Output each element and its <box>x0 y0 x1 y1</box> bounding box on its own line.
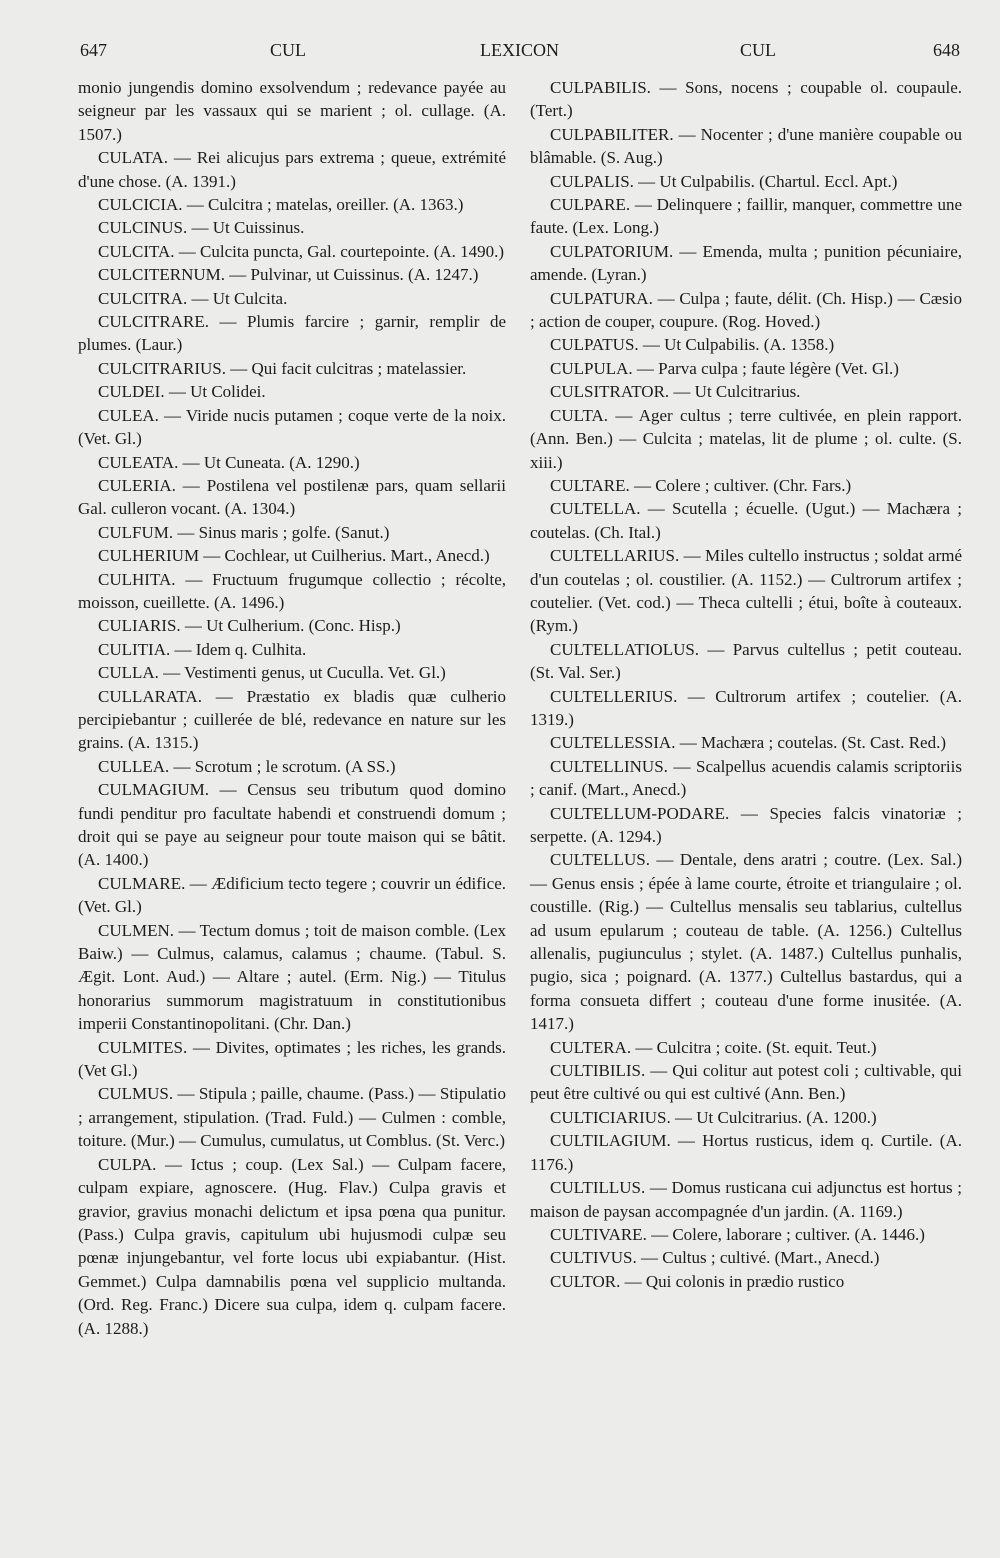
dictionary-entry: CULTIVARE. — Colere, laborare ; cultiver. (A. 1446.) <box>550 1224 925 1244</box>
dictionary-entry: CULFUM. — Sinus maris ; golfe. (Sanut.) <box>98 522 390 542</box>
dictionary-entry: CULPALIS. — Ut Culpabilis. (Chartul. Eccl. Apt.) <box>550 171 898 191</box>
dictionary-entry: CULDEI. — Ut Colidei. <box>98 382 266 402</box>
dictionary-entry: CULPA. — Ictus ; coup. (Lex Sal.) — Culpam facere, culpam expiare, agnoscere. (Hug. Flav.) Culpa gravis et gravior, gravius monachi delictum et ipsa pœna qua punitur. (Pass.) Culpa gravis, capitulum ubi hujusmodi culpæ seu pœnæ injungebantur, vel forte locus ubi expiabantur. (Hist. Gemmet.) Culpa damnabilis pœna vel supplicio multanda. (Ord. Reg. Franc.) Dicere sua culpa, idem q. culpam facere. (A. 1288.) <box>78 1154 506 1338</box>
dictionary-entry: CULTIBILIS. — Qui colitur aut potest coli ; cultivable, qui peut être cultivé ou qui est cultivé (Ann. Ben.) <box>530 1061 962 1104</box>
right-page-number: 648 <box>933 40 960 60</box>
dictionary-entry: CULCITRA. — Ut Culcita. <box>98 288 288 308</box>
dictionary-entry: CULTELLATIOLUS. — Parvus cultellus ; petit couteau. (St. Val. Ser.) <box>530 639 962 683</box>
dictionary-entry: CULPATUS. — Ut Culpabilis. (A. 1358.) <box>550 335 835 355</box>
dictionary-entry: CULTERA. — Culcitra ; coite. (St. equit. Teut.) <box>550 1037 877 1057</box>
dictionary-entry: CULITIA. — Idem q. Culhita. <box>98 639 307 659</box>
dictionary-entry: CULTELLUM-PODARE. — Species falcis vinatoriæ ; serpette. (A. 1294.) <box>530 803 962 846</box>
dictionary-entry: CULCICIA. — Culcitra ; matelas, oreiller. (A. 1363.) <box>98 195 464 215</box>
dictionary-entry: CULTIVUS. — Cultus ; cultivé. (Mart., Anecd.) <box>550 1248 880 1268</box>
dictionary-entry: CULCITERNUM. — Pulvinar, ut Cuissinus. (A. 1247.) <box>98 265 479 285</box>
dictionary-entry: CULPATORIUM. — Emenda, multa ; punition pécuniaire, amende. (Lyran.) <box>530 241 962 285</box>
dictionary-entry: CULMARE. — Ædificium tecto tegere ; couvrir un édifice. (Vet. Gl.) <box>78 873 506 917</box>
running-header <box>80 40 960 70</box>
dictionary-entry: CULPABILITER. — Nocenter ; d'une manière coupable ou blâmable. (S. Aug.) <box>530 124 962 168</box>
dictionary-entry: CULCINUS. — Ut Cuissinus. <box>98 218 305 238</box>
dictionary-entry: CULMEN. — Tectum domus ; toit de maison comble. (Lex Baiw.) — Culmus, calamus, calamus ; chaume. (Tabul. S. Ægit. Lont. Aud.) — Altare ; autel. (Erm. Nig.) — Titulus honorarius summorum magistratuum in constitutionibus imperii Constantinopolitani. (Chr. Dan.) <box>78 920 506 1034</box>
dictionary-entry: CULTILLUS. — Domus rusticana cui adjunctus est hortus ; maison de paysan accompagnée d'un jardin. (A. 1169.) <box>530 1178 962 1221</box>
left-column <box>78 76 506 1340</box>
left-running-word: CUL <box>270 40 306 60</box>
dictionary-entry: monio jungendis domino exsolvendum ; redevance payée au seigneur par les vassaux qui se marient ; ol. cullage. (A. 1507.) <box>78 78 506 144</box>
dictionary-entry: CULERIA. — Postilena vel postilenæ pars, quam sellarii Gal. culleron vocant. (A. 1304.) <box>78 475 506 519</box>
header-title: LEXICON <box>480 40 559 60</box>
dictionary-entry: CULCITA. — Culcita puncta, Gal. courtepointe. (A. 1490.) <box>98 241 505 261</box>
dictionary-entry: CULMUS. — Stipula ; paille, chaume. (Pass.) — Stipulatio ; arrangement, stipulation. (Trad. Fuld.) — Culmen : comble, toiture. (Mur.) — Cumulus, cumulatus, ut Comblus. (St. Verc.) <box>78 1084 506 1151</box>
dictionary-entry: CULTA. — Ager cultus ; terre cultivée, en plein rapport. (Ann. Ben.) — Culcita ; matelas, lit de plume ; ol. culte. (S. xiii.) <box>530 405 962 472</box>
dictionary-entry: CULTICIARIUS. — Ut Culcitrarius. (A. 1200.) <box>550 1107 877 1127</box>
dictionary-entry: CULLEA. — Scrotum ; le scrotum. (A SS.) <box>98 756 396 776</box>
dictionary-entry: CULTARE. — Colere ; cultiver. (Chr. Fars.) <box>550 475 852 495</box>
dictionary-entry: CULEA. — Viride nucis putamen ; coque verte de la noix. (Vet. Gl.) <box>78 405 506 449</box>
dictionary-entry: CULTELLUS. — Dentale, dens aratri ; coutre. (Lex. Sal.) — Genus ensis ; épée à lame courte, étroite et triangulaire ; ol. coustille. (Rig.) — Cultellus mensalis seu tablarius, cultellus ad usum epularum ; couteau de table. (A. 1256.) Cultellus allenalis, pugiunculus ; stylet. (A. 1487.) Cultellus punhalis, pugio, sica ; poignard. (A. 1377.) Cultellus bastardus, qui a forma consueta differt ; couteau d'une forme inusitée. (A. 1417.) <box>530 850 962 1034</box>
dictionary-entry: CULCITRARIUS. — Qui facit culcitras ; matelassier. <box>98 358 467 378</box>
dictionary-entry: CULPULA. — Parva culpa ; faute légère (Vet. Gl.) <box>550 358 899 378</box>
right-running-word: CUL <box>740 40 776 60</box>
dictionary-entry: CULPABILIS. — Sons, nocens ; coupable ol. coupaule. (Tert.) <box>530 78 962 121</box>
dictionary-entry: CULCITRARE. — Plumis farcire ; garnir, remplir de plumes. (Laur.) <box>78 312 506 355</box>
dictionary-entry: CULMAGIUM. — Census seu tributum quod domino fundi penditur pro facultate habendi et construendi domum ; droit qui se paye au seigneur pour toute maison qui se bâtit. (A. 1400.) <box>78 780 506 870</box>
left-page-number: 647 <box>80 40 107 60</box>
dictionary-entry: CULTELLA. — Scutella ; écuelle. (Ugut.) — Machæra ; coutelas. (Ch. Ital.) <box>530 499 962 542</box>
dictionary-entry: CULTOR. — Qui colonis in prædio rustico <box>550 1271 845 1291</box>
dictionary-entry: CULTELLESSIA. — Machæra ; coutelas. (St. Cast. Red.) <box>550 733 946 753</box>
dictionary-entry: CULLARATA. — Præstatio ex bladis quæ culherio percipiebantur ; cuillerée de blé, redevance en nature sur les grains. (A. 1315.) <box>78 686 506 753</box>
dictionary-entry: CULEATA. — Ut Cuneata. (A. 1290.) <box>98 452 360 472</box>
dictionary-entry: CULSITRATOR. — Ut Culcitrarius. <box>550 382 801 402</box>
dictionary-entry: CULHITA. — Fructuum frugumque collectio ; récolte, moisson, cueillette. (A. 1496.) <box>78 569 506 612</box>
dictionary-entry: CULLA. — Vestimenti genus, ut Cuculla. Vet. Gl.) <box>98 663 446 683</box>
dictionary-entry: CULPATURA. — Culpa ; faute, délit. (Ch. Hisp.) — Cæsio ; action de couper, coupure. (Rog. Hoved.) <box>530 288 962 332</box>
dictionary-entry: CULHERIUM — Cochlear, ut Cuilherius. Mart., Anecd.) <box>98 546 490 566</box>
dictionary-entry: CULTELLERIUS. — Cultrorum artifex ; coutelier. (A. 1319.) <box>530 686 962 729</box>
dictionary-entry: CULPARE. — Delinquere ; faillir, manquer, commettre une faute. (Lex. Long.) <box>530 195 962 238</box>
dictionary-entry: CULTELLINUS. — Scalpellus acuendis calamis scriptoriis ; canif. (Mart., Anecd.) <box>530 756 962 800</box>
dictionary-entry: CULATA. — Rei alicujus pars extrema ; queue, extrémité d'une chose. (A. 1391.) <box>78 148 506 191</box>
dictionary-entry: CULTELLARIUS. — Miles cultello instructus ; soldat armé d'un coutelas ; ol. coustilier. (A. 1152.) — Cultrorum artifex ; coutelier. (Vet. cod.) — Theca cultelli ; étui, boîte à couteaux. (Rym.) <box>530 546 962 636</box>
right-column <box>530 76 962 1293</box>
dictionary-entry: CULMITES. — Divites, optimates ; les riches, les grands. (Vet Gl.) <box>78 1037 506 1081</box>
dictionary-entry: CULIARIS. — Ut Culherium. (Conc. Hisp.) <box>98 616 401 636</box>
dictionary-entry: CULTILAGIUM. — Hortus rusticus, idem q. Curtile. (A. 1176.) <box>530 1131 962 1174</box>
